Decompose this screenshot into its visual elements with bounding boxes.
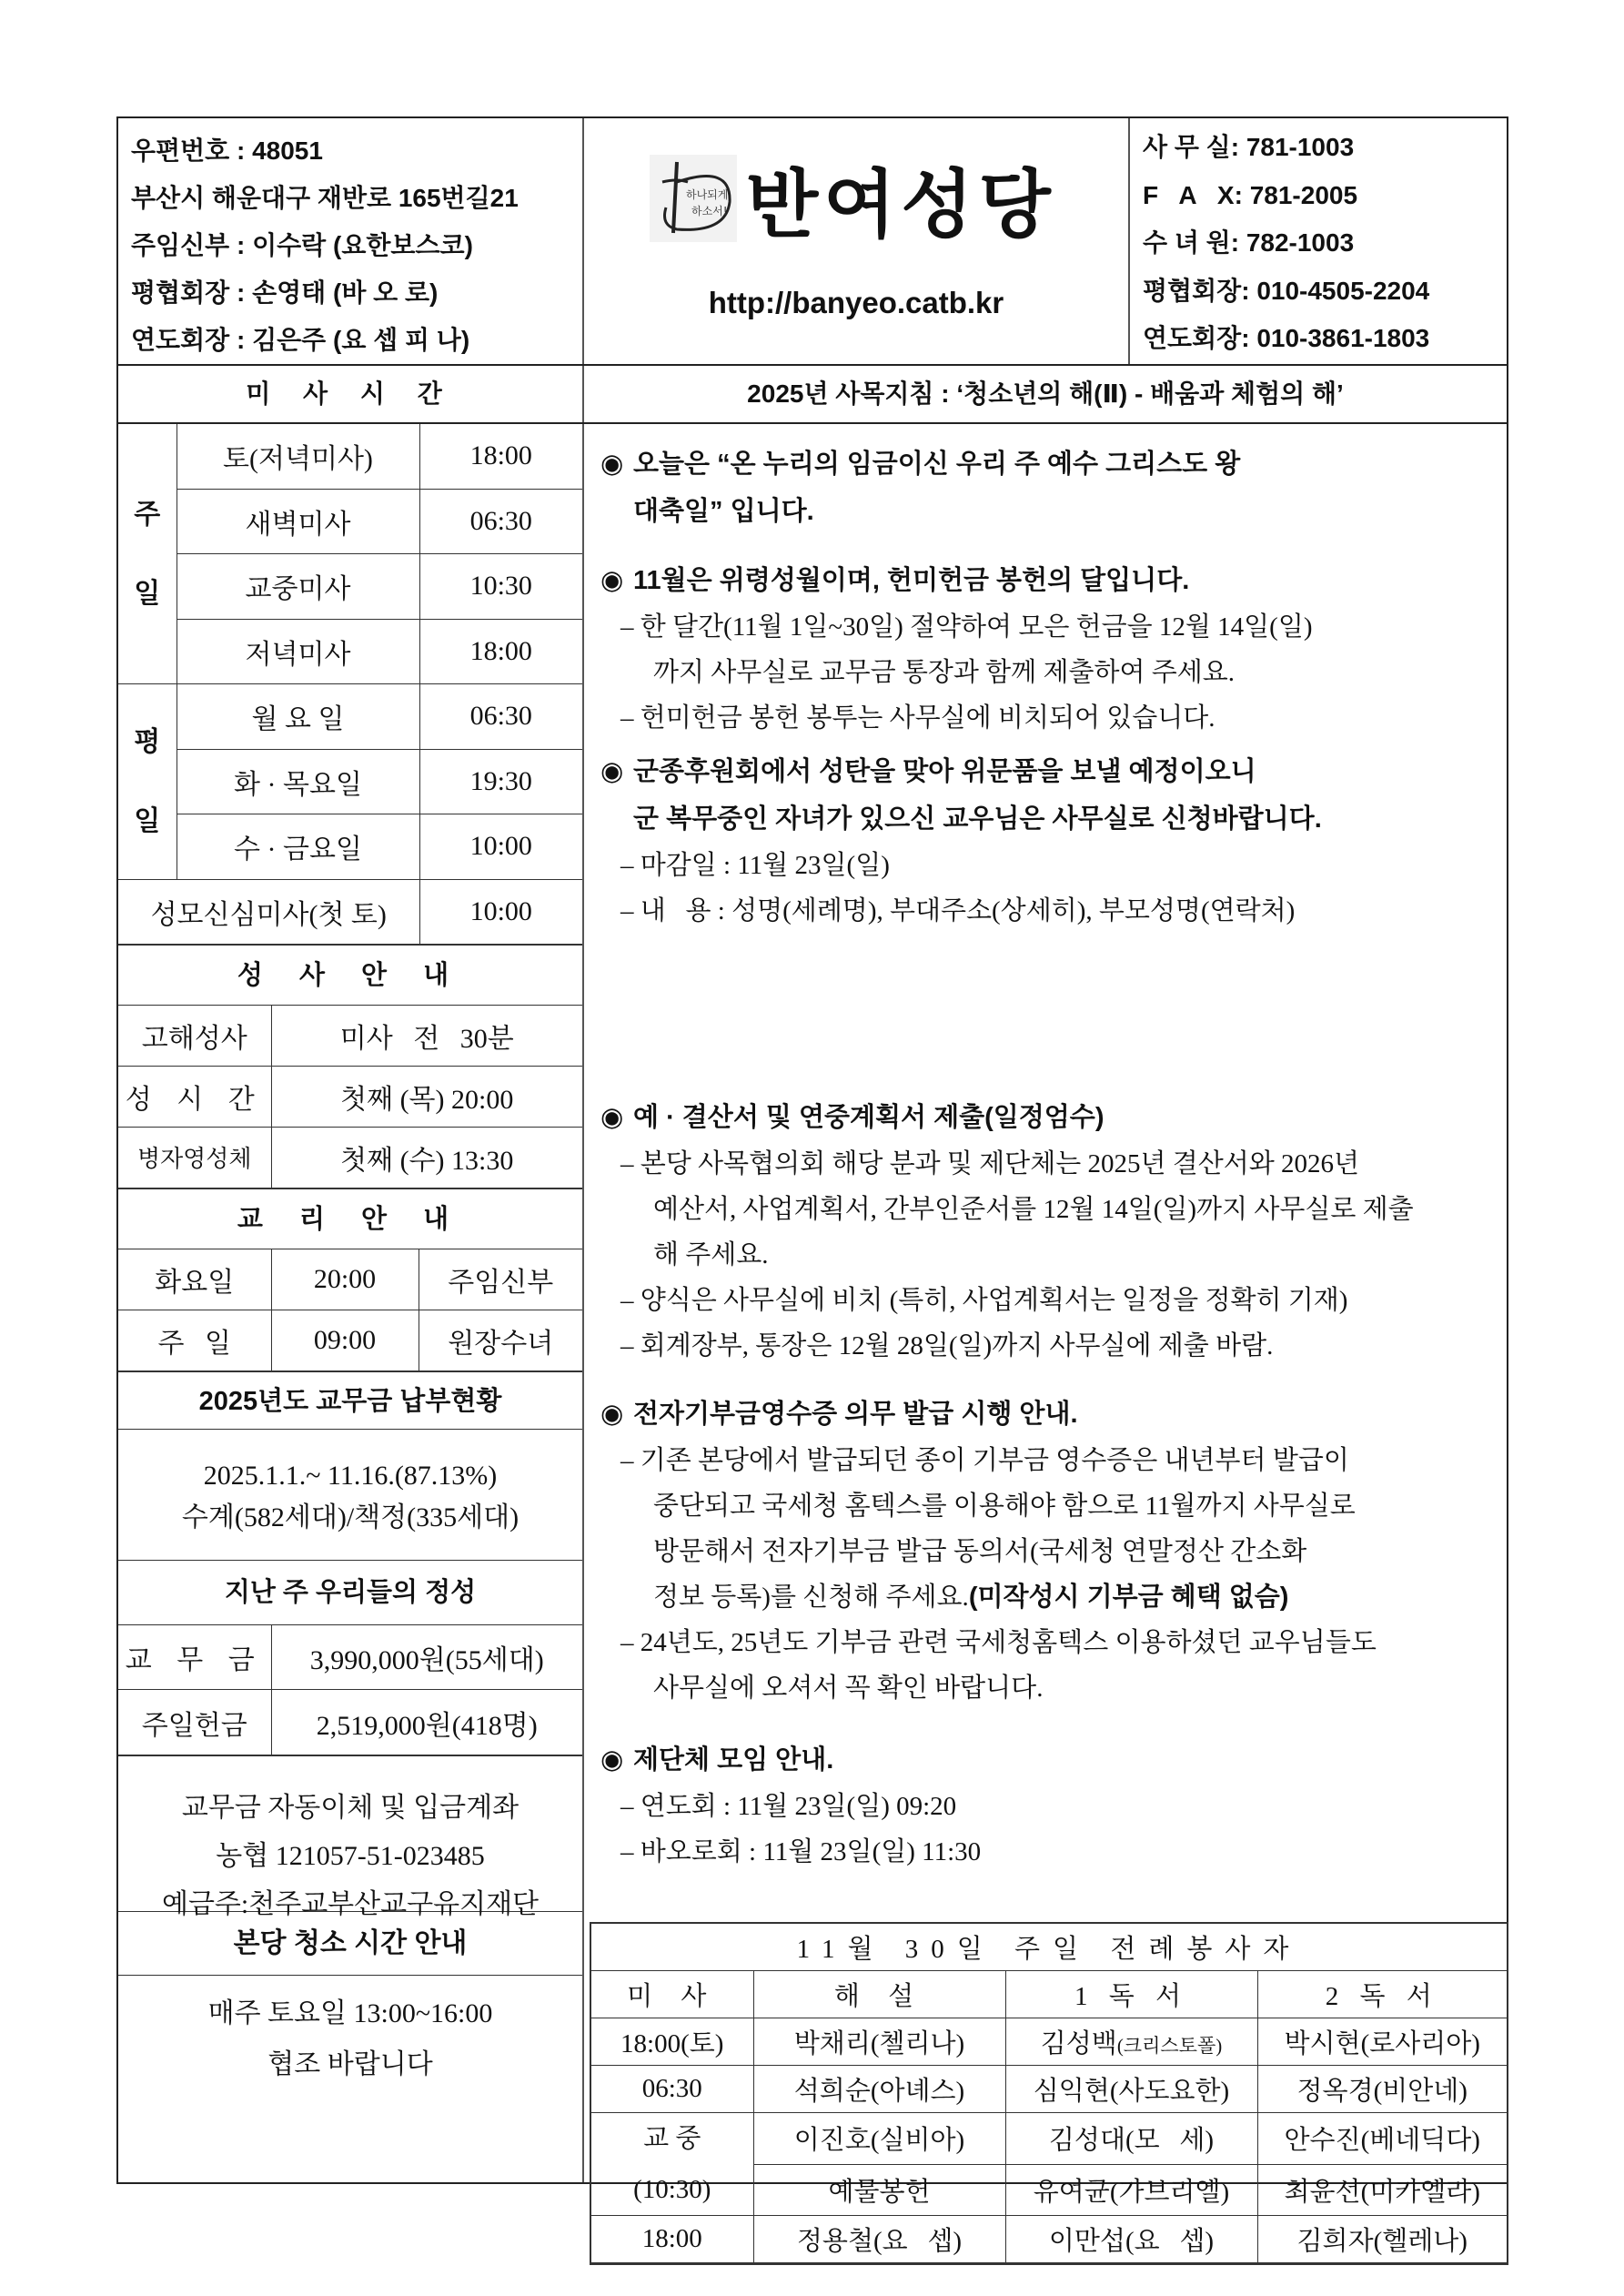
table-row: 성 시 간 첫째 (목) 20:00 — [118, 1066, 582, 1127]
table-row: 수 · 금요일 10:00 — [118, 814, 582, 880]
table-row: 18:00(토) 박채리(첼리나) 김성백(크리스토폴) 박시현(로사리아) — [591, 2018, 1507, 2066]
sacraments-title: 성 사 안 내 — [118, 945, 582, 1006]
offerings-table — [118, 1625, 582, 1755]
table-row: 주 일 09:00 원장수녀 — [118, 1310, 582, 1371]
bullet-icon: ◉ — [600, 1103, 624, 1132]
table-row: 화 · 목요일 19:30 — [118, 749, 582, 814]
cleaning-info: 매주 토요일 13:00~16:00 협조 바랍니다 — [207, 1998, 493, 2079]
left-column — [118, 424, 584, 2182]
website-link[interactable]: http://banyeo.catb.kr — [708, 286, 1004, 319]
contact-list — [1130, 118, 1507, 364]
notice-group-meetings: ◉ 제단체 모임 안내. – 연도회 : 11월 23일(일) 09:20 – 바오로회 : 11월 23일(일) 11:30 — [600, 1736, 1494, 1875]
table-row: 06:30 석희순(아녜스) 심익현(사도요한) 정옥경(비안네) — [591, 2066, 1507, 2113]
roster-title: 11월 30일 주일 전례봉사자 — [591, 1924, 1507, 1971]
council-president: 평협회장 : 손영태 (바 오 로) — [131, 278, 439, 307]
notice-military: ◉ 군종후원회에서 성탄을 맞아 위문품을 보낼 예정이오니 군 복무중인 자녀가 있으신 교우님은 사무실로 신청바랍니다. – 마감일 : 11월 23일(일) – 내 용 : 성명(세례명), 부대주소(상세히), 부모성명(연락처) — [600, 748, 1494, 934]
table-row: 교 중 (10:30) 이진호(실비아) 김성대(모 세) 안수진(베네딕다) — [591, 2113, 1507, 2165]
church-name: 반여성당 — [746, 164, 1056, 247]
header — [118, 118, 1507, 366]
weekday-label: 평 일 — [118, 684, 177, 880]
pastor: 주임신부 : 이수락 (요한보스코) — [131, 231, 473, 259]
dues-status: 2025.1.1.~ 11.16.(87.13%) 수계(582세대)/책정(335세대) — [118, 1430, 582, 1561]
table-row: 성모신심미사(첫 토) 10:00 — [118, 879, 582, 945]
doctrine-table — [118, 1249, 582, 1371]
address: 부산시 해운대구 재반로 165번길21 — [131, 184, 519, 212]
contact-convent: 수 녀 원: 782-1003 — [1143, 228, 1355, 257]
church-logo-icon — [650, 155, 737, 242]
svg-text:하소서!: 하소서! — [691, 205, 728, 217]
table-row: 예물봉헌 유여균(가브리엘) 최윤선(미카엘라) — [591, 2164, 1507, 2216]
prayer-group-president: 연도회장 : 김은주 (요 셉 피 나) — [131, 326, 470, 354]
postal-code: 우편번호 : 48051 — [131, 137, 323, 165]
liturgy-roster — [590, 1922, 1508, 2265]
church-brand — [584, 118, 1130, 364]
notice-offering-month: ◉ 11월은 위령성월이며, 헌미헌금 봉헌의 달입니다. – 한 달간(11월 1일~30일) 절약하여 모은 헌금을 12월 14일(일) 까지 사무실로 교무금 통장과 함께 제출하여 주세요. – 헌미헌금 봉헌 봉투는 사무실에 비치되어 있습니다. — [600, 557, 1494, 741]
table-row: 저녁미사 18:00 — [118, 619, 582, 684]
table-row: 고해성사 미사 전 30분 — [118, 1006, 582, 1066]
sacraments-table — [118, 1006, 582, 1188]
bullet-icon: ◉ — [600, 450, 624, 479]
table-row: 주 일 토(저녁미사) 18:00 — [118, 424, 582, 489]
table-row: 병자영성체 첫째 (수) 13:30 — [118, 1127, 582, 1188]
pastoral-theme: 2025년 사목지침 : ‘청소년의 해(Ⅱ) - 배움과 체험의 해’ — [747, 379, 1344, 408]
notices-column — [584, 424, 1507, 2256]
doctrine-title: 교 리 안 내 — [118, 1188, 582, 1249]
notice-e-receipt: ◉ 전자기부금영수증 의무 발급 시행 안내. – 기존 본당에서 발급되던 종이 기부금 영수증은 내년부터 발급이 중단되고 국세청 홈텍스를 이용해야 함으로 11월까지 사무실로 방문해서 전자기부금 발급 동의서(국세청 연말정산 간소화 정보 등록)를 신청해 주세요.(미작성시 기부금 혜택 없슴) – 24년도, 25년도 기부금 관련 국세청홈텍스 이용하셨던 교우님들도 사무실에 오셔서 꼭 확인 바랍니다. — [600, 1391, 1494, 1711]
table-row: 평 일 월 요 일 06:30 — [118, 684, 582, 750]
contact-fax: F A X: 781-2005 — [1143, 180, 1358, 209]
roster-title-row — [591, 1924, 1507, 1971]
bank-account: 교무금 자동이체 및 입금계좌 농협 121057-51-023485 예금주:천주교부산교구유지재단 — [118, 1755, 582, 1912]
dues-status-title: 2025년도 교무금 납부현황 — [118, 1371, 582, 1430]
table-row: 화요일 20:00 주임신부 — [118, 1249, 582, 1310]
bulletin-page — [116, 116, 1508, 2256]
roster-table — [591, 1924, 1507, 2263]
bullet-icon: ◉ — [600, 1745, 624, 1775]
table-row: 교중미사 10:30 — [118, 554, 582, 620]
bullet-icon: ◉ — [600, 757, 624, 786]
table-row: 18:00 정용철(요 셉) 이만섭(요 셉) 김희자(헬레나) — [591, 2216, 1507, 2263]
notice-budget: ◉ 예 · 결산서 및 연중계획서 제출(일정엄수) – 본당 사목협의회 해당 분과 및 제단체는 2025년 결산서와 2026년 예산서, 사업계획서, 간부인준서를 12월 14일(일)까지 사무실로 제출 해 주세요. – 양식은 사무실에 비치 (특히, 사업계획서는 일정을 정확히 기재) – 회계장부, 통장은 12월 28일(일)까지 사무실에 제출 바람. — [600, 1094, 1494, 1369]
table-row: 새벽미사 06:30 — [118, 489, 582, 554]
table-row: 주일헌금 2,519,000원(418명) — [118, 1690, 582, 1755]
svg-text:하나되게: 하나되게 — [686, 188, 729, 201]
mass-times-table — [118, 424, 582, 945]
bullet-icon: ◉ — [600, 1400, 624, 1429]
notice-feast: ◉ 오늘은 “온 누리의 임금이신 우리 주 예수 그리스도 왕 대축일” 입니다. — [600, 440, 1494, 535]
mass-times-title: 미 사 시 간 — [118, 366, 584, 422]
contact-office: 사 무 실: 781-1003 — [1143, 133, 1355, 161]
offerings-title: 지난 주 우리들의 정성 — [118, 1561, 582, 1625]
cleaning-title: 본당 청소 시간 안내 — [118, 1912, 582, 1976]
sunday-label: 주 일 — [118, 424, 177, 684]
table-row: 교 무 금 3,990,000원(55세대) — [118, 1625, 582, 1690]
contact-prayer-group: 연도회장: 010-3861-1803 — [1143, 324, 1430, 352]
no-benefit-warning: (미작성시 기부금 혜택 없슴) — [968, 1583, 1289, 1612]
contact-council: 평협회장: 010-4505-2204 — [1143, 276, 1430, 305]
bullet-icon: ◉ — [600, 566, 624, 595]
roster-header-row: 미 사 해 설 1 독 서 2 독 서 — [591, 1971, 1507, 2018]
theme-row — [118, 366, 1507, 424]
parish-info — [118, 118, 584, 364]
